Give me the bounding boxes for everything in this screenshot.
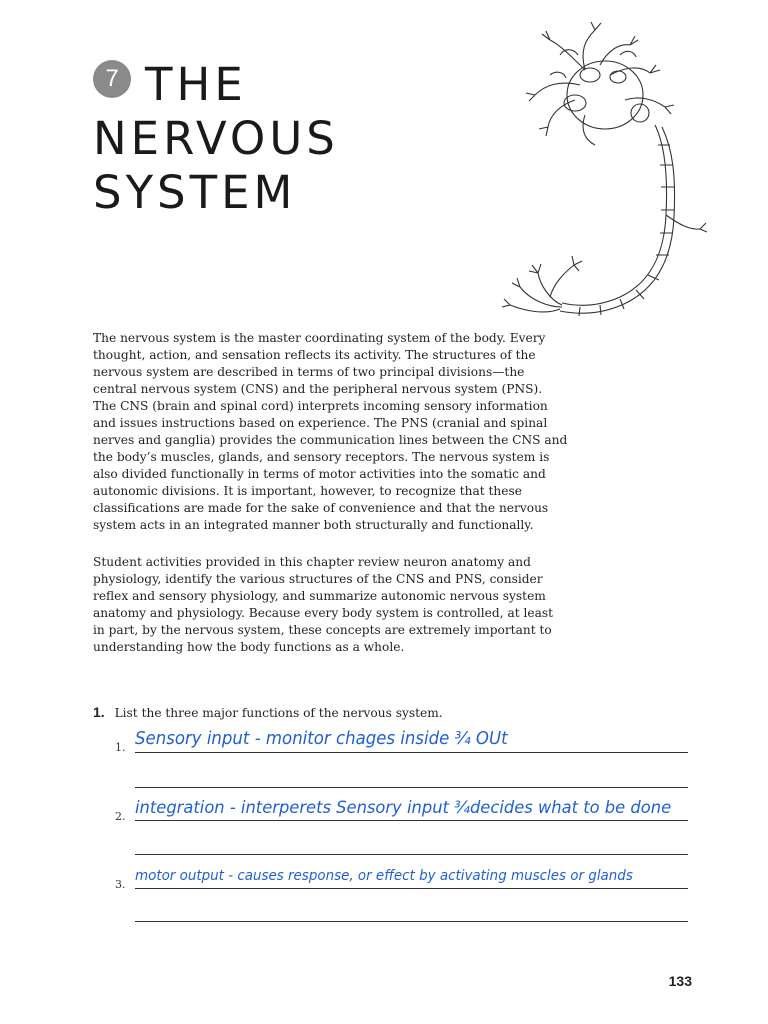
question-number: 1. [93,704,105,720]
answer-number-3: 3. [115,878,126,891]
question-prompt: List the three major functions of the nervous system. [114,706,443,720]
intro-paragraph-1: The nervous system is the master coordinating system of the body. Every thought, action, and sensation reflects its activity. The structures of the nervous system are described in terms of two principal divisions—the central nervous system (CNS) and the peripheral nervous system (PNS). The CNS (brain and spinal cord) interprets incoming sensory information and issues instructions based on experience. The PNS (cranial and spinal nerves and ganglia) provides the communication lines between the CNS and the body’s muscles, glands, and sensory receptors. The nervous system is also divided functionally in terms of motor activities into the somatic and autonomic divisions. It is important, however, to recognize that these classifications are made for the sake of convenience and that the nervous system acts in an integrated manner both structurally and functionally. [93,331,568,532]
page-number: 133 [668,973,692,989]
chapter-number-badge: 7 [93,60,131,98]
answer-number-1: 1. [115,741,126,754]
answer-line [135,888,688,889]
handwritten-answer-3: motor output - causes response, or effect by activating muscles or glands [135,868,633,884]
chapter-title: THE NERVOUS SYSTEM [93,58,339,219]
neuron-illustration-icon [490,15,720,325]
answer-line [135,787,688,788]
answer-line [135,921,688,922]
handwritten-answer-1: Sensory input - monitor chages inside ¾ OUt [135,728,508,749]
answer-line [135,854,688,855]
intro-paragraph-2: Student activities provided in this chapter review neuron anatomy and physiology, identify the various structures of the CNS and PNS, consider reflex and sensory physiology, and summarize autonomic nervous system anatomy and physiology. Because every body system is controlled, at least in part, by the nervous system, these concepts are extremely important to understanding how the body functions as a whole. [93,555,554,654]
question-1 [93,704,443,720]
answer-number-2: 2. [115,810,126,823]
answer-line [135,752,688,753]
answer-line [135,820,688,821]
handwritten-answer-2: integration - interperets Sensory input ¾decides what to be done [135,798,672,818]
